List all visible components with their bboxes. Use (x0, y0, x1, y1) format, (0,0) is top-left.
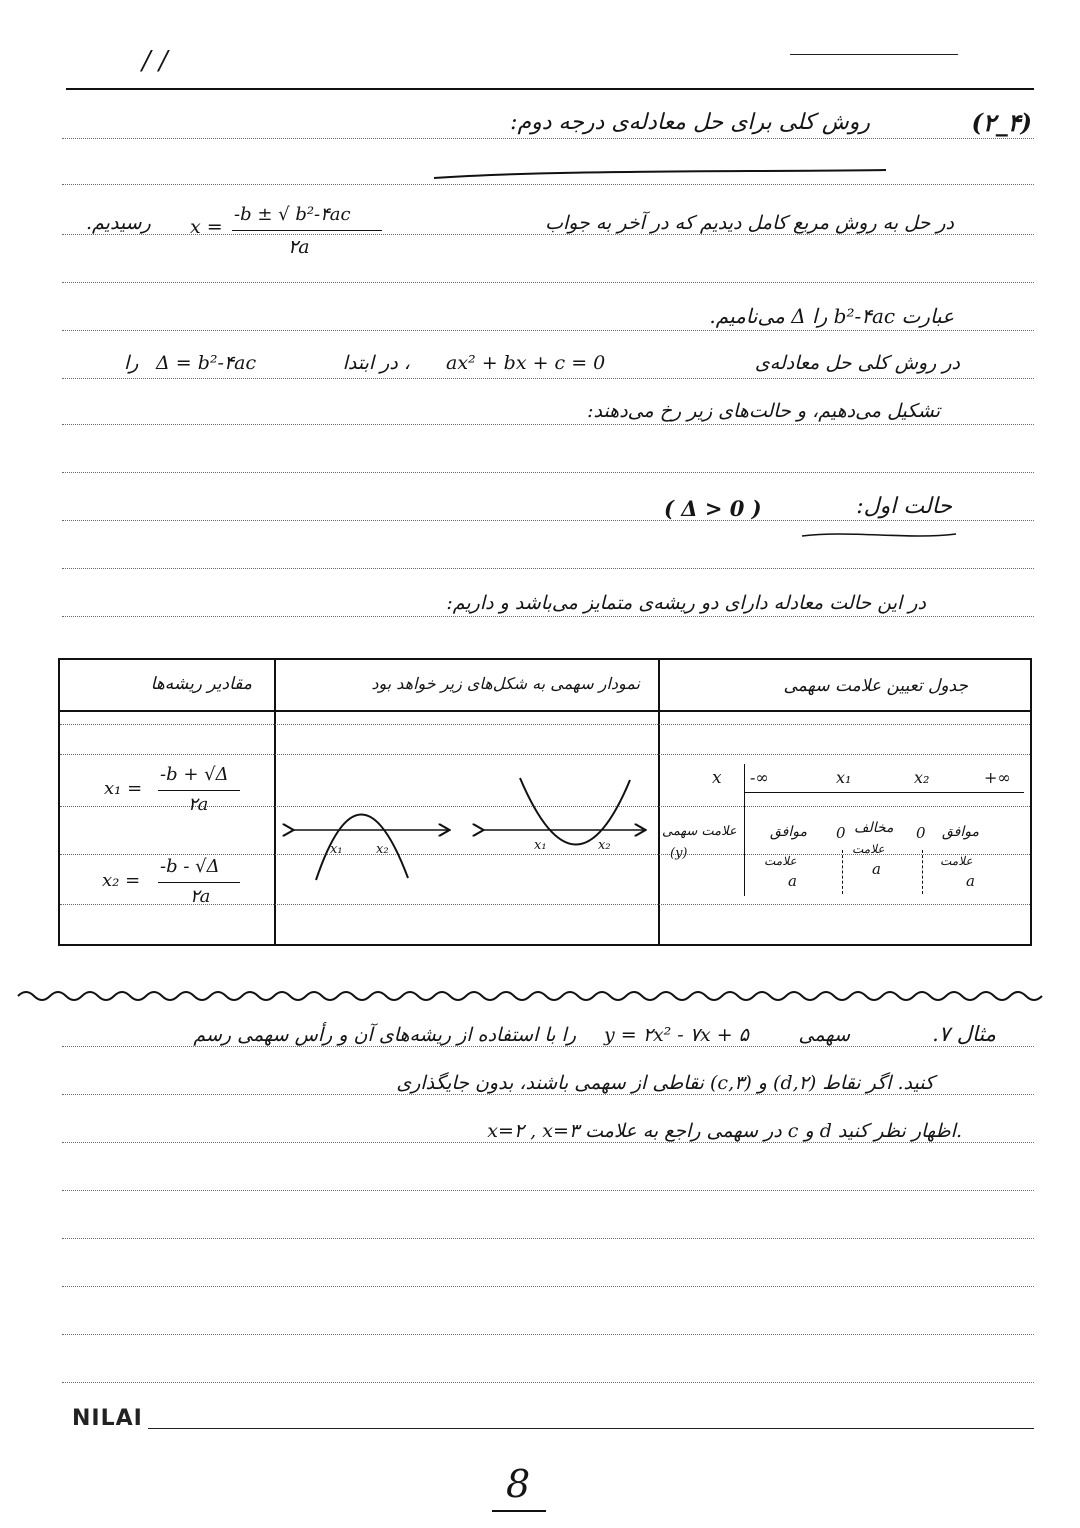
title-underline (430, 168, 890, 188)
formula-lhs: x = (190, 216, 223, 238)
header-graph: نمودار سهمی به شکل‌های زیر خواهد بود (371, 674, 640, 693)
ruled-line (62, 1238, 1034, 1239)
ruled-line (62, 1094, 1034, 1095)
root-x2-label: x₂ = (102, 870, 141, 891)
ruled-line (62, 1334, 1034, 1335)
date-marks: / / (142, 46, 168, 76)
intro-line-3b: ، در ابتدا (342, 352, 410, 374)
table-row-line (60, 724, 1030, 725)
ruled-line (62, 520, 1034, 521)
up-x1-label: x₁ (534, 838, 547, 853)
nilai-logo: NILAI (72, 1406, 143, 1431)
table-header-rule (60, 710, 1030, 712)
intro-line-1: در حل به روش مربع کامل دیدیم که در آخر به جواب (545, 212, 954, 234)
table-divider-2 (658, 660, 660, 944)
root-x2-denominator: ۲a (190, 886, 211, 907)
sign-interval-2-a: a (872, 860, 881, 878)
downward-parabola (292, 814, 448, 880)
root-x1-fraction-bar (158, 790, 240, 791)
root-x1 (104, 764, 274, 824)
root-x1-numerator: -b + √Δ (160, 764, 229, 785)
sign-interval-2: مخالف (854, 820, 894, 836)
ruled-line (62, 472, 1034, 473)
sign-x-label: x (712, 768, 722, 788)
sign-zero-2: 0 (916, 824, 926, 842)
example-line-3: x=۲ , x=۳ در سهمی راجع به علامت c و d اظهار نظر کنید. (487, 1120, 962, 1142)
root-x2 (102, 856, 272, 916)
ruled-line (62, 330, 1034, 331)
sign-interval-1-a: a (788, 872, 797, 890)
ruled-line (62, 378, 1034, 379)
sign-interval-3-a: a (966, 872, 975, 890)
ruled-line (62, 424, 1034, 425)
example-label: مثال ۷. (932, 1022, 996, 1046)
formula-numerator: -b ± √ b²-۴ac (234, 204, 351, 225)
ruled-line (62, 568, 1034, 569)
example-line-2: کنید. اگر نقاط (۲,d) و (۳,c) نقاطی از سهمی باشند، بدون جایگذاری (396, 1072, 934, 1094)
ruled-line (62, 1142, 1034, 1143)
ruled-line (62, 138, 1034, 139)
sign-pos-inf: +∞ (984, 768, 1011, 787)
sign-row-label-y: (y) (670, 846, 688, 861)
case1-title: حالت اول: (856, 494, 952, 519)
formula-fraction-bar (232, 230, 382, 231)
sign-interval-3-note: علامت (940, 854, 973, 868)
sign-divider-2 (922, 850, 923, 894)
sign-table-horizontal (744, 792, 1024, 793)
header-sign-table: جدول تعیین علامت سهمی (783, 676, 968, 696)
sign-divider-1 (842, 850, 843, 894)
case1-description: در این حالت معادله دارای دو ریشه‌ی متمایز می‌باشد و داریم: (446, 592, 926, 614)
case1-condition: ( Δ > 0 ) (664, 496, 762, 521)
example-line-1a: سهمی (798, 1024, 850, 1046)
up-x2-label: x₂ (598, 838, 611, 853)
standard-equation: ax² + bx + c = 0 (446, 352, 606, 374)
date-underline (790, 54, 958, 55)
page-number-underline (492, 1510, 546, 1512)
intro-line-3c: را (124, 352, 139, 374)
case1-table (58, 658, 1032, 946)
section-title: روش کلی برای حل معادله‌ی درجه دوم: (510, 110, 870, 135)
sign-row-label: علامت سهمی (662, 824, 737, 839)
quadratic-formula (190, 204, 386, 264)
formula-denominator: ۲a (288, 236, 310, 258)
section-number: (۲_۴) (971, 108, 1032, 137)
sign-neg-inf: -∞ (750, 768, 769, 787)
delta-definition: Δ = b²-۴ac (156, 352, 257, 374)
header-rule (66, 88, 1034, 90)
ruled-line (62, 282, 1034, 283)
sign-interval-1: موافق (770, 824, 807, 840)
root-x1-label: x₁ = (104, 778, 143, 799)
case1-underline (800, 528, 960, 542)
ruled-line (62, 1190, 1034, 1191)
intro-line-3a: در روش کلی حل معادله‌ی (754, 352, 960, 374)
example-line-1b: را با استفاده از ریشه‌های آن و رأس سهمی رسم (193, 1024, 576, 1046)
ruled-line (62, 1046, 1034, 1047)
root-x2-fraction-bar (158, 882, 240, 883)
intro-line-4: تشکیل می‌دهیم، و حالت‌های زیر رخ می‌دهند: (587, 400, 940, 422)
ruled-line (62, 1382, 1034, 1383)
sign-table-vertical (744, 764, 745, 896)
footer-rule (148, 1428, 1034, 1429)
example-equation: y = ۲x² - ۷x + ۵ (604, 1024, 749, 1046)
ruled-line (62, 616, 1034, 617)
root-x2-numerator: -b - √Δ (160, 856, 220, 877)
wavy-separator (18, 984, 1038, 1008)
sign-zero-1: 0 (836, 824, 846, 842)
ruled-line (62, 1286, 1034, 1287)
parabola-graphs (276, 760, 656, 890)
root-x1-denominator: ۲a (188, 794, 209, 815)
table-row-line (60, 754, 1030, 755)
intro-line-2: عبارت b²-۴ac را Δ می‌نامیم. (709, 304, 954, 328)
header-roots: مقادیر ریشه‌ها (150, 674, 252, 694)
page-number: 8 (506, 1462, 531, 1506)
upward-parabola (482, 778, 644, 845)
sign-x1: x₁ (836, 768, 852, 787)
sign-interval-3: موافق (942, 824, 979, 840)
sign-interval-2-note: علامت (852, 842, 885, 856)
intro-line-1-end: رسیدیم. (86, 212, 151, 234)
down-x1-label: x₁ (330, 842, 343, 857)
sign-interval-1-note: علامت (764, 854, 797, 868)
sign-x2: x₂ (914, 768, 930, 787)
down-x2-label: x₂ (376, 842, 389, 857)
